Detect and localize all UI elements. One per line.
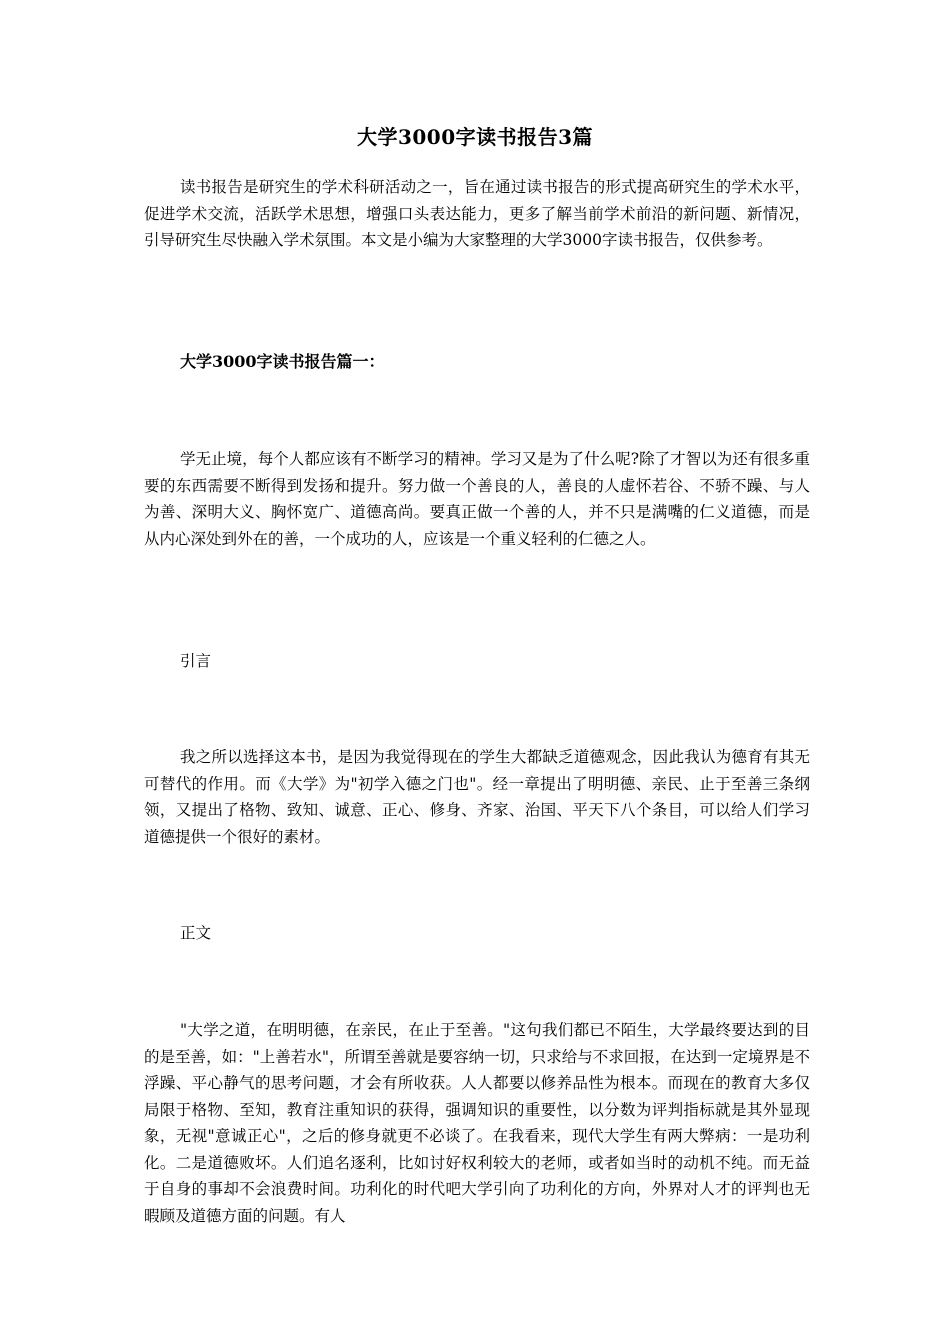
- section-heading: 大学3000字读书报告篇一：: [180, 352, 385, 371]
- intro-paragraph: 读书报告是研究生的学术科研活动之一，旨在通过读书报告的形式提高研究生的学术水平，促进学术交流，活跃学术思想，增强口头表达能力，更多了解当前学术前沿的新问题、新情况，引导研究生尽快融入学术氛围。本文是小编为大家整理的大学3000字读书报告，仅供参考。: [144, 178, 810, 249]
- body-paragraph-3: "大学之道，在明明德，在亲民，在止于至善。"这句我们都已不陌生，大学最终要达到的目的是至善，如："上善若水"，所谓至善就是要容纳一切，只求给与不求回报，在达到一定境界是不浮躁、平心静气的思考问题，才会有所收获。人人都要以修养品性为根本。而现在的教育大多仅局限于格物、至知，教育注重知识的获得，强调知识的重要性，以分数为评判指标就是其外显现象，无视"意诚正心"，之后的修身就更不必谈了。在我看来，现代大学生有两大弊病：一是功利化。二是道德败坏。人们追名逐利，比如讨好权利较大的老师，或者如当时的动机不纯。而无益于自身的事却不会浪费时间。功利化的时代吧大学引向了功利化的方向，外界对人才的评判也无暇顾及道德方面的问题。有人: [144, 1021, 810, 1225]
- subheading-intro: 引言: [180, 652, 212, 670]
- body-paragraph-1: 学无止境，每个人都应该有不断学习的精神。学习又是为了什么呢?除了才智以为还有很多重要的东西需要不断得到发扬和提升。努力做一个善良的人，善良的人虚怀若谷、不骄不躁、与人为善、深明大义、胸怀宽广、道德高尚。要真正做一个善的人，并不只是满嘴的仁义道德，而是从内心深处到外在的善，一个成功的人，应该是一个重义轻利的仁德之人。: [144, 450, 810, 548]
- body-paragraph-2: 我之所以选择这本书，是因为我觉得现在的学生大都缺乏道德观念，因此我认为德育有其无可替代的作用。而《大学》为"初学入德之门也"。经一章提出了明明德、亲民、止于至善三条纲领，又提出了格物、致知、诚意、正心、修身、齐家、治国、平天下八个条目，可以给人们学习道德提供一个很好的素材。: [144, 748, 810, 846]
- document-title: 大学3000字读书报告3篇: [356, 125, 594, 149]
- subheading-body: 正文: [180, 924, 212, 942]
